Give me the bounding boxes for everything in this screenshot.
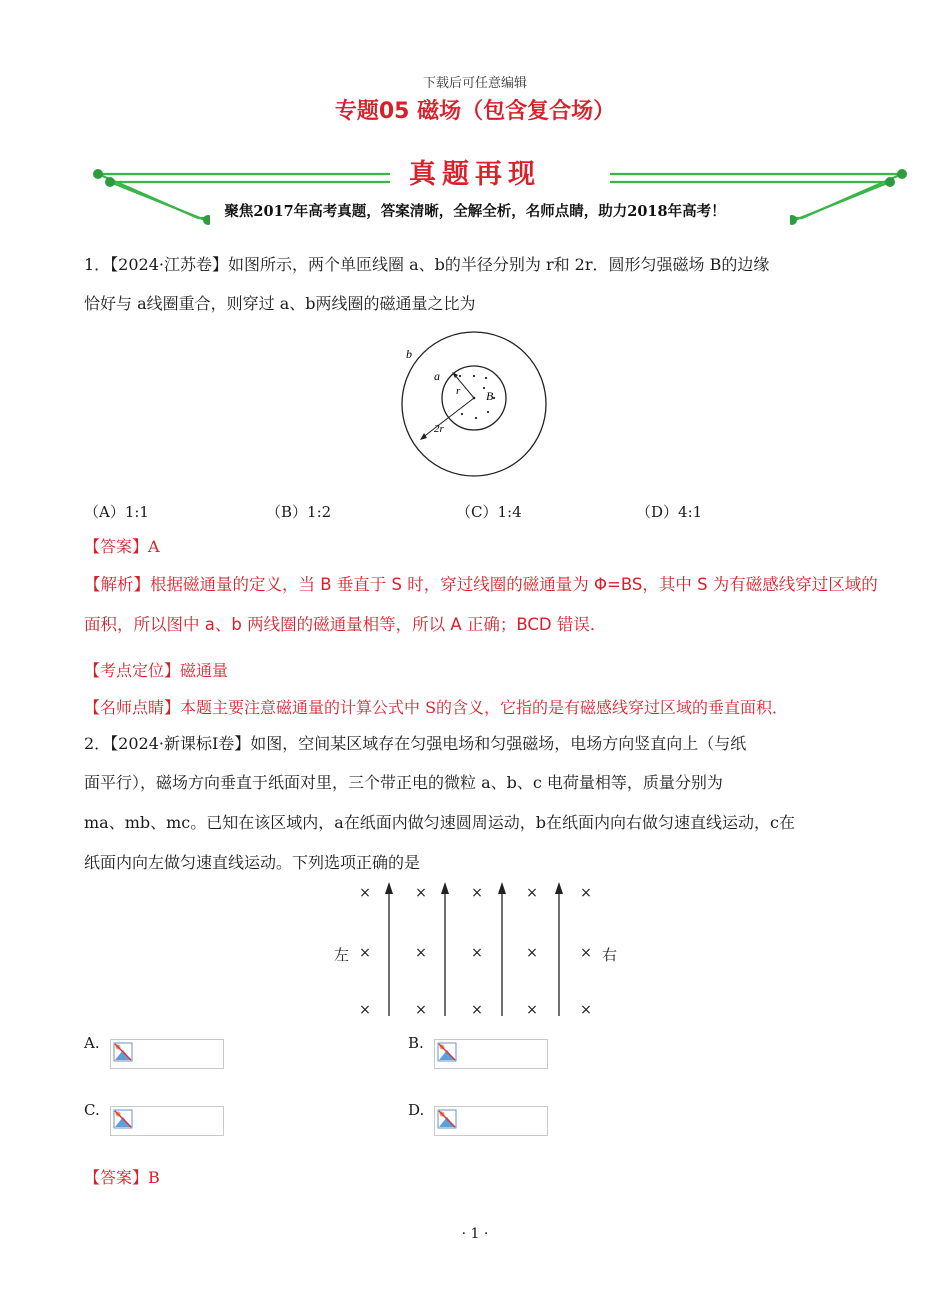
q2-option-d-label: D. [408, 1101, 425, 1119]
q1-label-2r: 2r [434, 423, 444, 435]
q2-option-a-image [110, 1039, 224, 1069]
q2-field-figure [328, 878, 628, 1024]
q2-stem-line4: 纸面内向左做匀速直线运动。下列选项正确的是 [84, 853, 421, 872]
q1-option-c: （C）1:4 [456, 503, 522, 521]
q1-option-d: （D）4:1 [636, 503, 703, 521]
q1-option-b: （B）1:2 [266, 503, 332, 521]
q1-stem-line1: 1．【2024·江苏卷】如图所示，两个单匝线圈 a、b的半径分别为 r和 2r．圆形匀强磁场 B的边缘 [84, 255, 770, 274]
cross: × [415, 1002, 427, 1018]
q1-label-a: a [434, 369, 440, 383]
cross: × [526, 1002, 538, 1018]
q2-stem-line3: ma、mb、mc。已知在该区域内，a在纸面内做匀速圆周运动，b在纸面内向右做匀速直线运动，c在 [84, 813, 796, 832]
page-number: · 1 · [461, 1226, 489, 1242]
q1-tip: 【名师点睛】本题主要注意磁通量的计算公式中 S的含义，它指的是有磁感线穿过区域的垂直面积． [84, 698, 789, 717]
q1-answer: 【答案】A [84, 537, 160, 556]
q1-analysis-line1: 【解析】根据磁通量的定义，当 B 垂直于 S 时，穿过线圈的磁通量为 Φ=BS，其中 S 为有磁感线穿过区域的 [84, 575, 878, 594]
q1-stem-line2: 恰好与 a线圈重合，则穿过 a、b两线圈的磁通量之比为 [84, 294, 476, 313]
cross: × [359, 945, 371, 961]
q2-option-c-image [110, 1106, 224, 1136]
cross: × [526, 945, 538, 961]
q2-option-a-label: A. [84, 1034, 100, 1052]
q1-label-r: r [456, 385, 461, 397]
q2-option-c-label: C. [84, 1101, 100, 1119]
q2-option-d-image [434, 1106, 548, 1136]
cross: × [359, 1002, 371, 1018]
q2-stem-line1: 2．【2024·新课标Ⅰ卷】如图，空间某区域存在匀强电场和匀强磁场，电场方向竖直向上（与纸 [84, 734, 747, 753]
broken-image-icon [113, 1042, 133, 1062]
q2-option-b-label: B. [408, 1034, 424, 1052]
cross: × [471, 945, 483, 961]
broken-image-icon [437, 1109, 457, 1129]
q2-label-right: 右 [602, 946, 618, 964]
cross: × [359, 885, 371, 901]
q2-answer: 【答案】B [84, 1168, 160, 1187]
cross: × [471, 885, 483, 901]
cross: × [580, 1002, 592, 1018]
q1-analysis-line2: 面积，所以图中 a、b 两线圈的磁通量相等，所以 A 正确；BCD 错误． [84, 615, 607, 634]
q1-label-B: B [486, 389, 494, 403]
broken-image-icon [113, 1109, 133, 1129]
q1-option-a: （A）1:1 [84, 503, 149, 521]
cross: × [415, 945, 427, 961]
q1-label-b: b [406, 347, 412, 361]
download-note: 下载后可任意编辑 [422, 76, 527, 91]
q1-topic: 【考点定位】磁通量 [84, 661, 229, 680]
cross: × [471, 1002, 483, 1018]
broken-image-icon [437, 1042, 457, 1062]
q2-label-left: 左 [334, 946, 350, 964]
cross: × [580, 945, 592, 961]
cross: × [580, 885, 592, 901]
banner-title: 真题再现 [409, 159, 541, 190]
page-title: 专题05 磁场（包含复合场） [334, 99, 616, 124]
q2-option-b-image [434, 1039, 548, 1069]
cross: × [415, 885, 427, 901]
banner-subtitle: 聚焦2017年高考真题，答案清晰，全解全析，名师点睛，助力2018年高考！ [224, 203, 726, 220]
q2-stem-line2: 面平行），磁场方向垂直于纸面对里，三个带正电的微粒 a、b、c 电荷量相等，质量分别为 [84, 773, 723, 792]
cross: × [526, 885, 538, 901]
q1-circles-figure [398, 328, 550, 480]
